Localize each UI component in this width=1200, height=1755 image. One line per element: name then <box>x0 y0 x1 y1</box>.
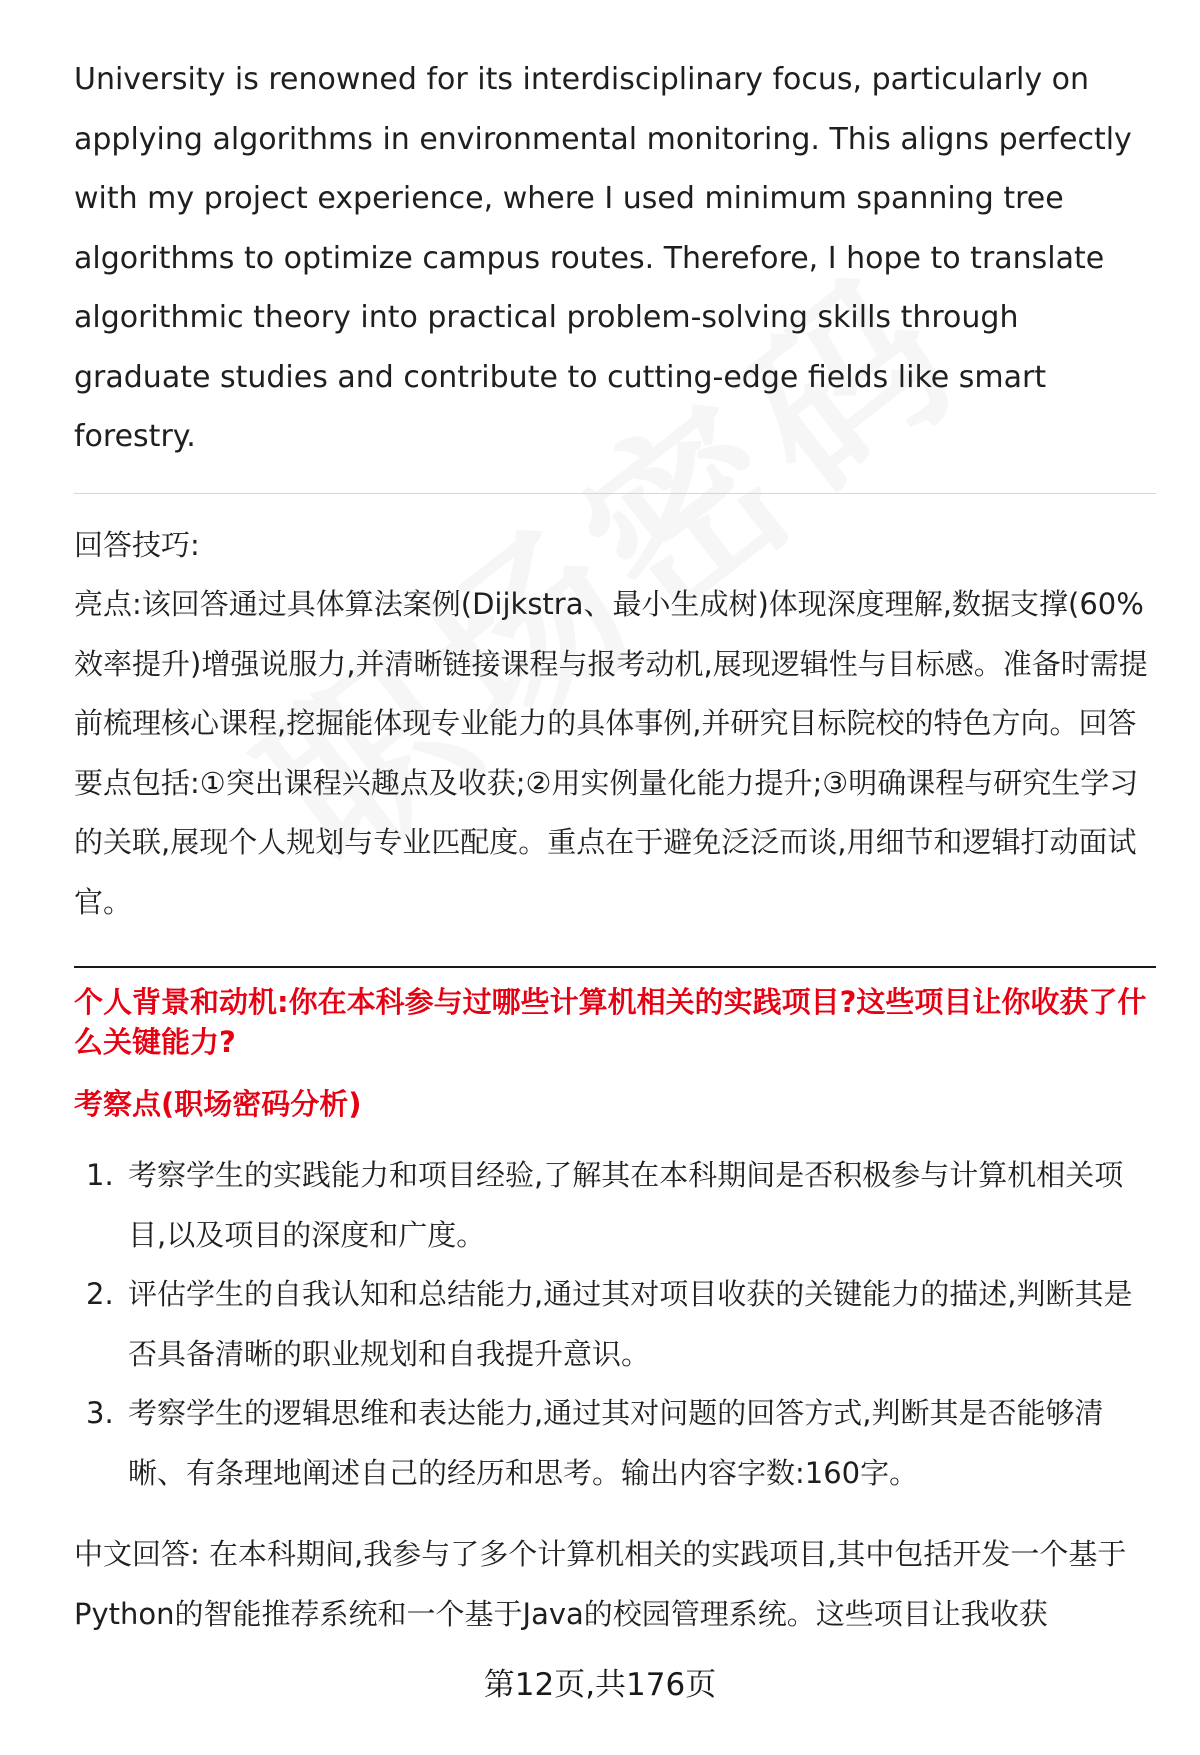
list-item-text: 评估学生的自我认知和总结能力,通过其对项目收获的关键能力的描述,判断其是否具备清晰的职业规划和自我提升意识。 <box>128 1277 1133 1371</box>
list-item-number: 3. <box>86 1396 114 1430</box>
list-item <box>74 1146 1156 1265</box>
analysis-heading: 考察点(职场密码分析) <box>74 1087 362 1121</box>
list-item <box>74 1384 1156 1503</box>
list-item-text: 考察学生的实践能力和项目经验,了解其在本科期间是否积极参与计算机相关项目,以及项目的深度和广度。 <box>128 1158 1124 1252</box>
list-item-number: 2. <box>86 1277 114 1311</box>
list-item <box>74 1265 1156 1384</box>
analysis-list <box>74 1146 1156 1503</box>
list-item-text: 考察学生的逻辑思维和表达能力,通过其对问题的回答方式,判断其是否能够清晰、有条理地阐述自己的经历和思考。输出内容字数:160字。 <box>128 1396 1104 1490</box>
list-item-number: 1. <box>86 1158 114 1192</box>
tips-body: 亮点:该回答通过具体算法案例(Dijkstra、最小生成树)体现深度理解,数据支撑(60%效率提升)增强说服力,并清晰链接课程与报考动机,展现逻辑性与目标感。准备时需提前梳理核心课程,挖掘能体现专业能力的具体事例,并研究目标院校的特色方向。回答要点包括:①突出课程兴趣点及收获;②用实例量化能力提升;③明确课程与研究生学习的关联,展现个人规划与专业匹配度。重点在于避免泛泛而谈,用细节和逻辑打动面试官。 <box>74 587 1148 919</box>
question-heading: 个人背景和动机:你在本科参与过哪些计算机相关的实践项目?这些项目让你收获了什么关键能力? <box>74 985 1147 1059</box>
tips-title: 回答技巧: <box>74 527 200 562</box>
page-content <box>74 50 1156 1644</box>
intro-paragraph: University is renowned for its interdisciplinary focus, particularly on applying algorithms in environmental monitoring. This aligns perfectly with my project experience, where I used minimum spanning tree algorithms to optimize campus routes. Therefore, I hope to translate algorithmic theory into practical problem-solving skills through graduate studies and contribute to cutting-edge fields like smart forestry. <box>74 62 1132 454</box>
page-number-footer: 第12页,共176页 <box>483 1667 717 1703</box>
answer-paragraph: 中文回答: 在本科期间,我参与了多个计算机相关的实践项目,其中包括开发一个基于Python的智能推荐系统和一个基于Java的校园管理系统。这些项目让我收获 <box>74 1537 1127 1631</box>
